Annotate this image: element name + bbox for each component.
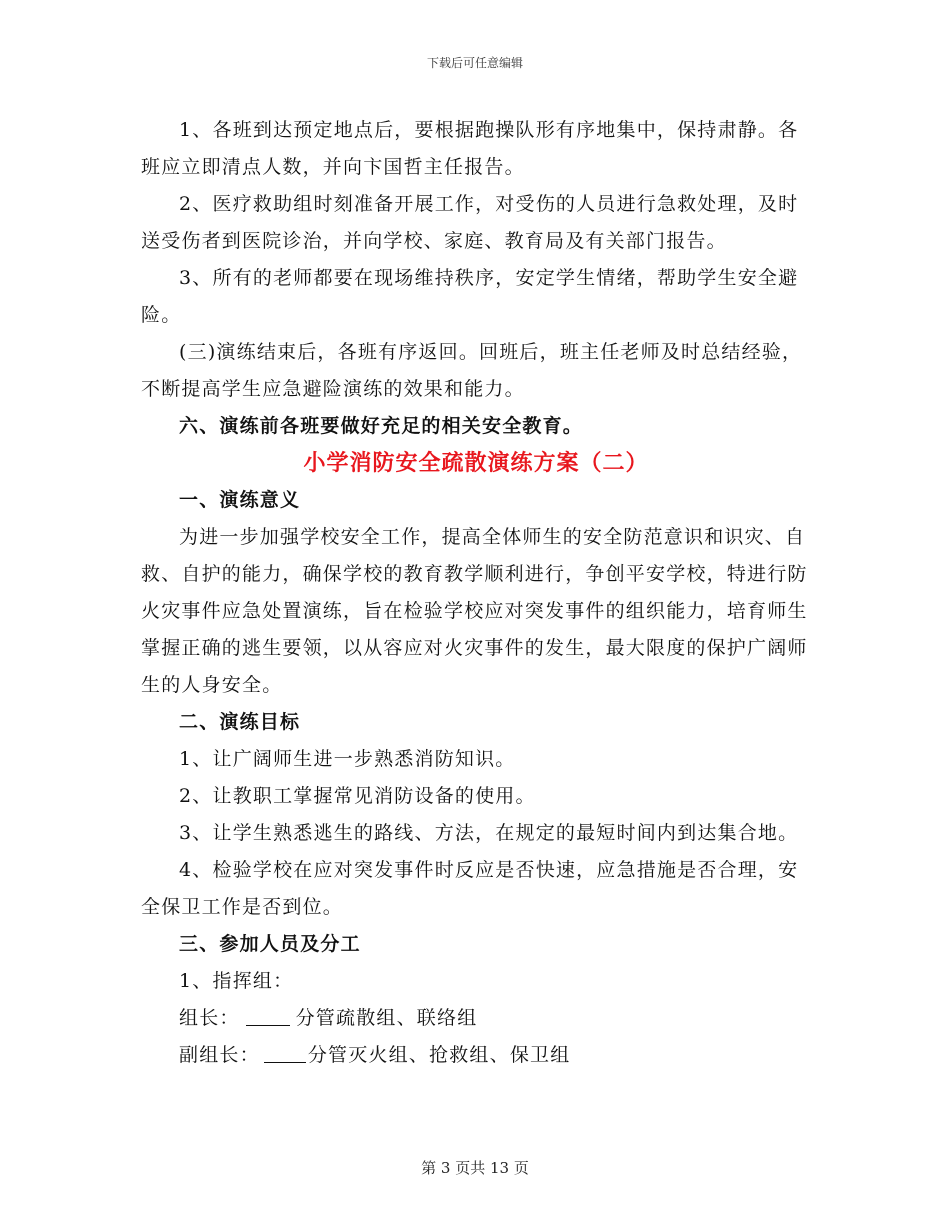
- paragraph-drill-end: (三)演练结束后，各班有序返回。回班后，班主任老师及时总结经验，不断提高学生应急避险演练的效果和能力。: [141, 341, 803, 400]
- goal-item: 2、让教职工掌握常见消防设备的使用。: [179, 785, 536, 807]
- leader-name-blank: [246, 1003, 290, 1026]
- paragraph-medical: 2、医疗救助组时刻准备开展工作，对受伤的人员进行急救处理，及时送受伤者到医院诊治，并向学校、家庭、教育局及有关部门报告。: [141, 193, 799, 252]
- paragraph-teachers: 3、所有的老师都要在现场维持秩序，安定学生情绪，帮助学生安全避险。: [141, 267, 799, 326]
- section-heading-goals: 二、演练目标: [179, 711, 301, 733]
- page-header-note: 下载后可任意编辑: [426, 56, 523, 70]
- document-title: 小学消防安全疏散演练方案（二）: [303, 450, 649, 476]
- page-number: 第 3 页共 13 页: [421, 1159, 529, 1177]
- subheading-command-group: 1、指挥组：: [179, 970, 294, 992]
- paragraph-assembly: 1、各班到达预定地点后，要根据跑操队形有序地集中，保持肃静。各班应立即清点人数，并向卞国哲主任报告。: [141, 119, 799, 178]
- paragraph-significance: 为进一步加强学校安全工作，提高全体师生的安全防范意识和识灾、自救、自护的能力，确保学校的教育教学顺利进行，争创平安学校，特进行防火灾事件应急处置演练，旨在检验学校应对突发事件的组织能力，培育师生掌握正确的逃生要领，以从容应对火灾事件的发生，最大限度的保护广阔师生的人身安全。: [141, 526, 808, 696]
- goal-item: 4、检验学校在应对突发事件时反应是否快速，应急措施是否合理，安全保卫工作是否到位。: [141, 859, 799, 918]
- deputy-label: 副组长：: [179, 1044, 260, 1066]
- goal-item: 3、让学生熟悉逃生的路线、方法，在规定的最短时间内到达集合地。: [179, 822, 799, 844]
- leader-line: [141, 1000, 811, 1037]
- document-body: [141, 112, 811, 1074]
- leader-duty: 分管疏散组、联络组: [295, 1007, 478, 1029]
- deputy-name-blank: [264, 1040, 306, 1063]
- section-heading-participants: 三、参加人员及分工: [179, 933, 361, 955]
- deputy-leader-line: [141, 1037, 811, 1074]
- paragraph-safety-education: 六、演练前各班要做好充足的相关安全教育。: [179, 415, 584, 437]
- goal-item: 1、让广阔师生进一步熟悉消防知识。: [179, 748, 516, 770]
- leader-label: 组长：: [179, 1007, 240, 1029]
- deputy-duty: 分管灭火组、抢救组、保卫组: [307, 1044, 571, 1066]
- section-heading-significance: 一、演练意义: [179, 489, 301, 511]
